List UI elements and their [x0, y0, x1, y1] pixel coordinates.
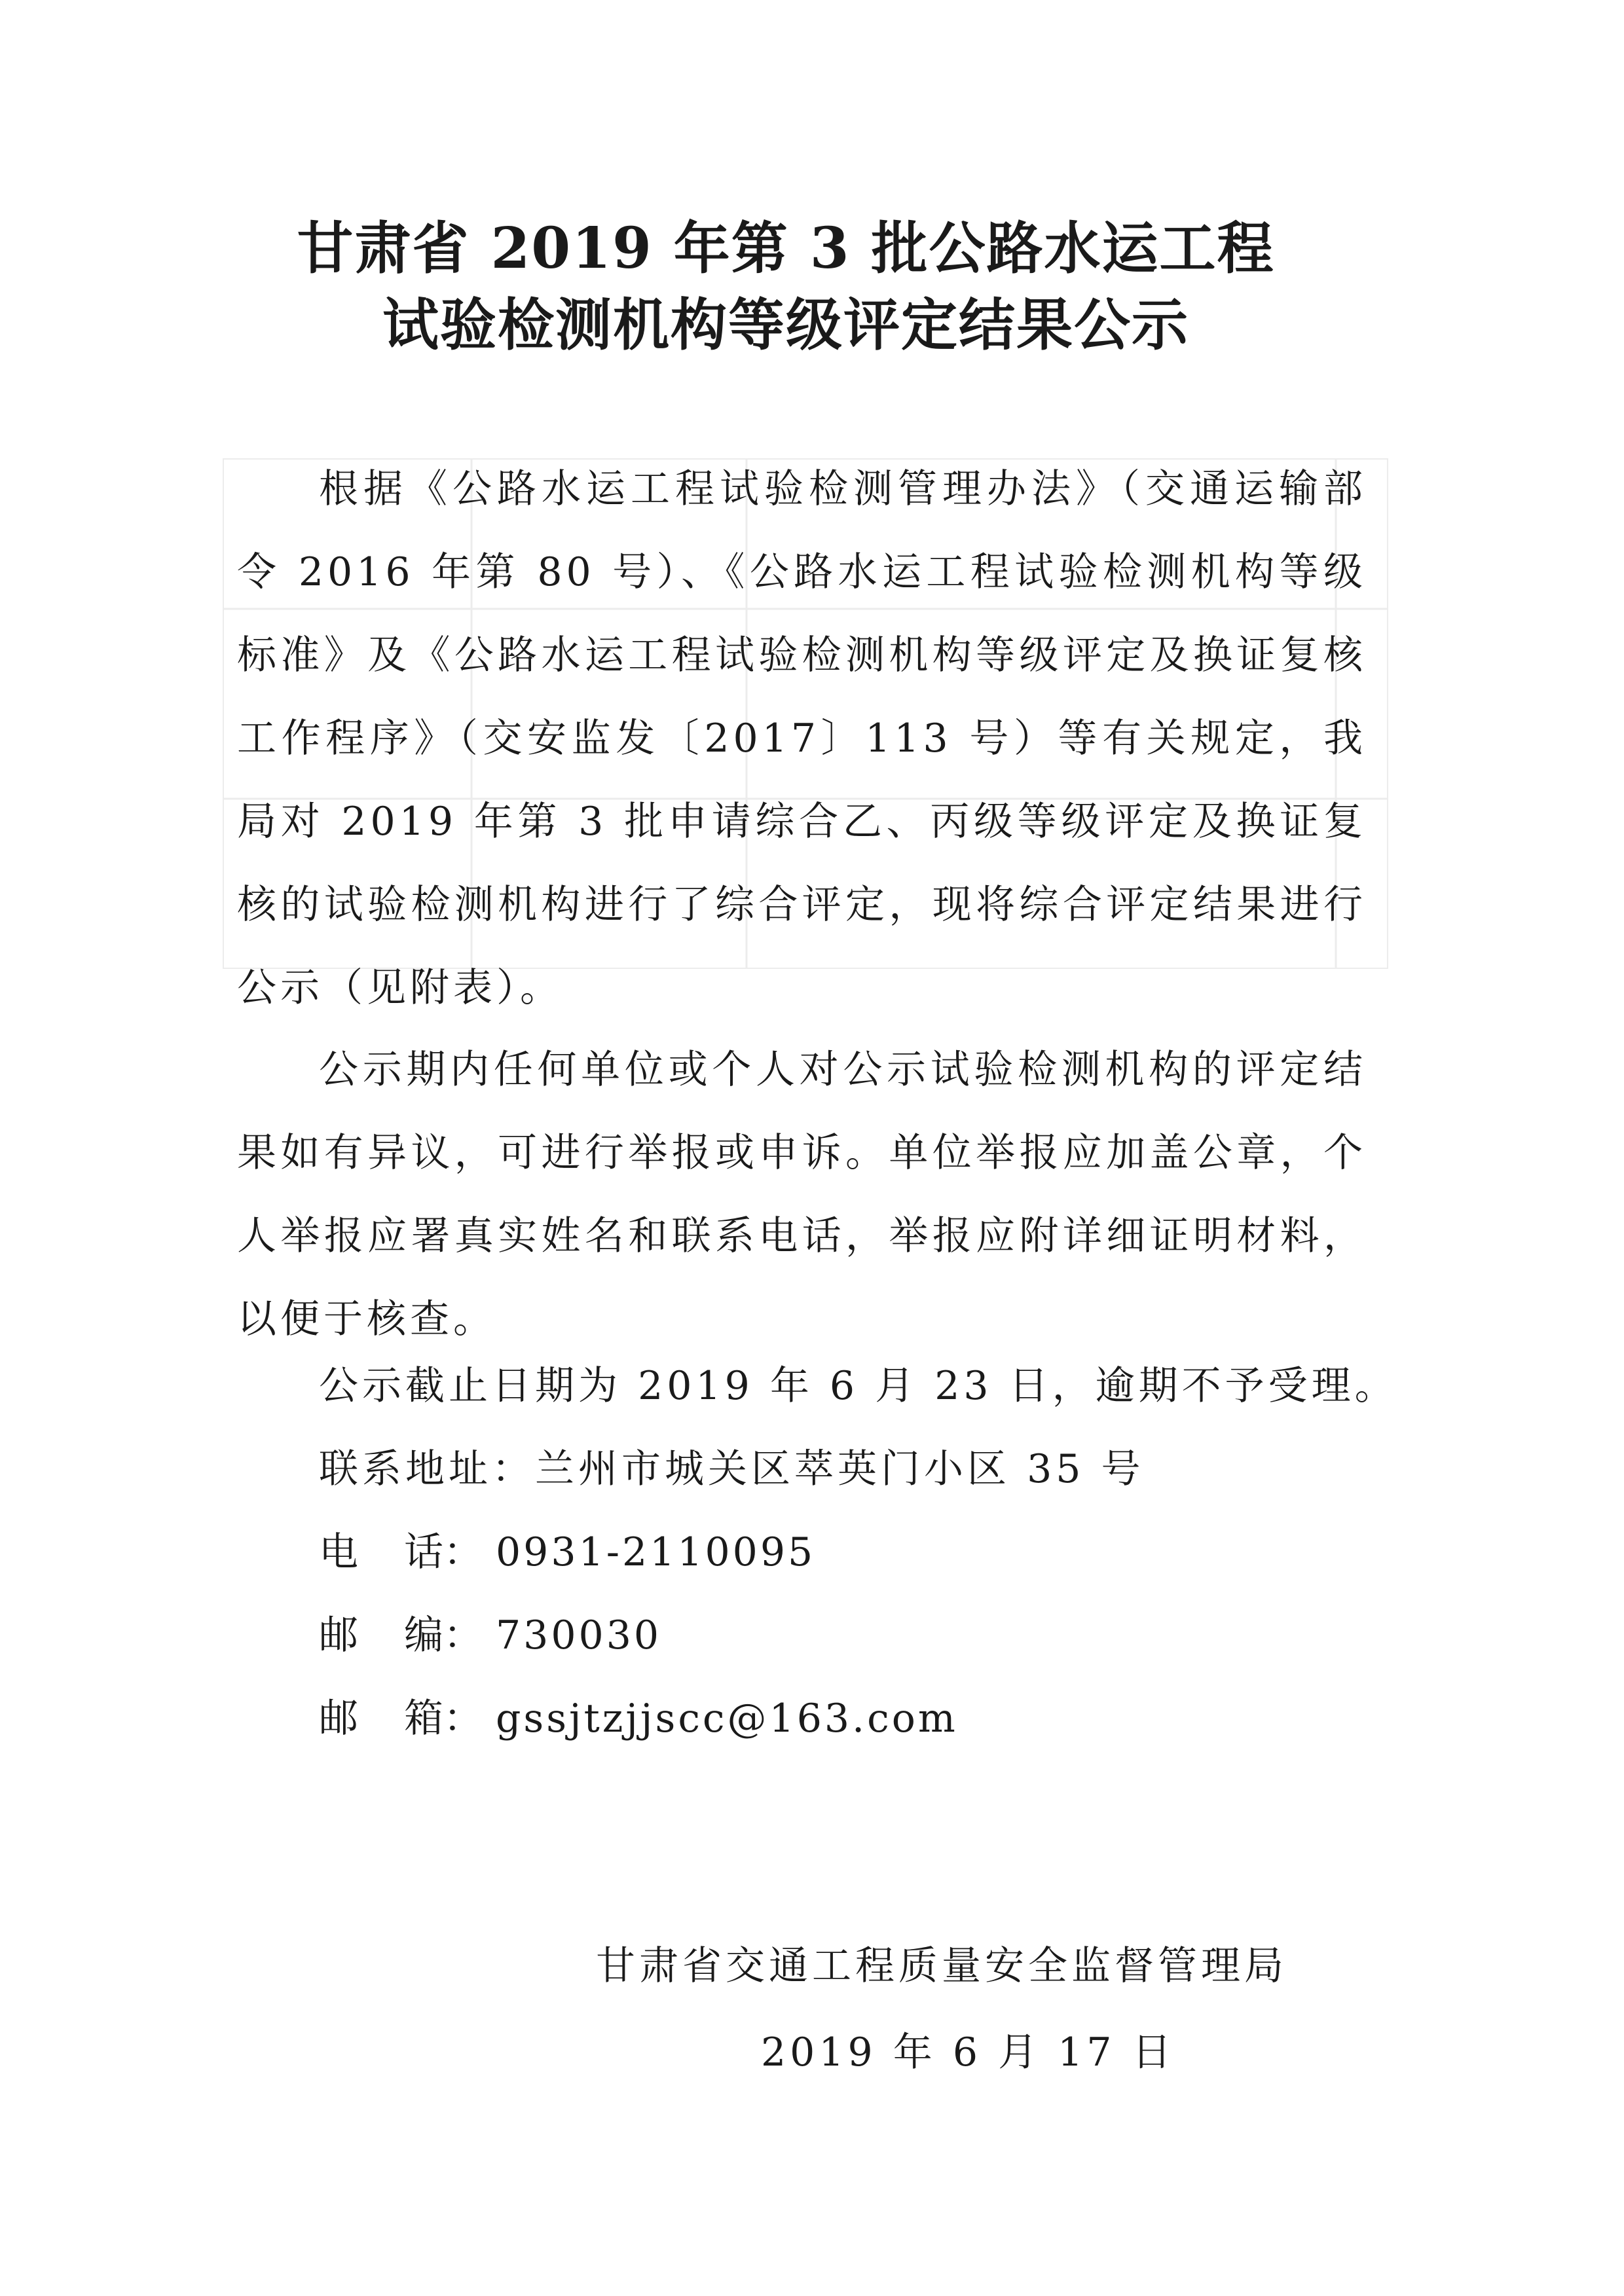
contact-phone-label: [319, 1526, 496, 1578]
contact-address-row: [319, 1443, 1145, 1495]
deadline-text: 公示截止日期为 2019 年 6 月 23 日，逾期不予受理。: [319, 1363, 1398, 1409]
contact-address-value: 兰州市城关区萃英门小区 35 号: [535, 1446, 1145, 1492]
contact-email-row: [319, 1692, 958, 1745]
contact-email-value: gssjtzjjscc@163.com: [496, 1696, 958, 1741]
body-paragraph-1: 根据《公路水运工程试验检测管理办法》（交通运输部令 2016 年第 80 号）、《公路水运工程试验检测机构等级标准》及《公路水运工程试验检测机构等级评定及换证复核工作程序》（交安监发〔2017〕113 号）等有关规定，我局对 2019 年第 3 批申请综合乙、丙级等级评定及换证复核的试验检测机构进行了综合评定，现将综合评定结果进行公示（见附表）。: [237, 466, 1367, 1011]
contact-email-label: [319, 1692, 496, 1745]
signing-organization: 甘肃省交通工程质量安全监督管理局: [596, 1943, 1287, 1989]
signing-date: 2019 年 6 月 17 日: [761, 2030, 1175, 2075]
contact-postcode-value: 730030: [496, 1613, 662, 1658]
contact-postcode-label: [319, 1609, 496, 1662]
contact-email-label-char-2: 箱：: [404, 1696, 483, 1741]
document-title-line-1: 甘肃省 2019 年第 3 批公路水运工程: [297, 215, 1275, 282]
document-title-line-2: 试验检测机构等级评定结果公示: [382, 292, 1189, 358]
contact-phone-label-char-2: 话：: [404, 1529, 483, 1575]
contact-postcode-label-char-1: 邮: [319, 1613, 358, 1658]
contact-address-label: 联系地址：: [319, 1446, 535, 1492]
contact-postcode-row: [319, 1609, 661, 1662]
contact-email-label-char-1: 邮: [319, 1696, 358, 1741]
contact-phone-value: 0931-2110095: [496, 1529, 816, 1575]
body-paragraph-2: 公示期内任何单位或个人对公示试验检测机构的评定结果如有异议，可进行举报或申诉。单位举报应加盖公章，个人举报应署真实姓名和联系电话，举报应附详细证明材料，以便于核查。: [237, 1047, 1367, 1342]
contact-phone-label-char-1: 电: [319, 1529, 358, 1575]
contact-phone-row: [319, 1526, 815, 1578]
contact-postcode-label-char-2: 编：: [404, 1613, 483, 1658]
